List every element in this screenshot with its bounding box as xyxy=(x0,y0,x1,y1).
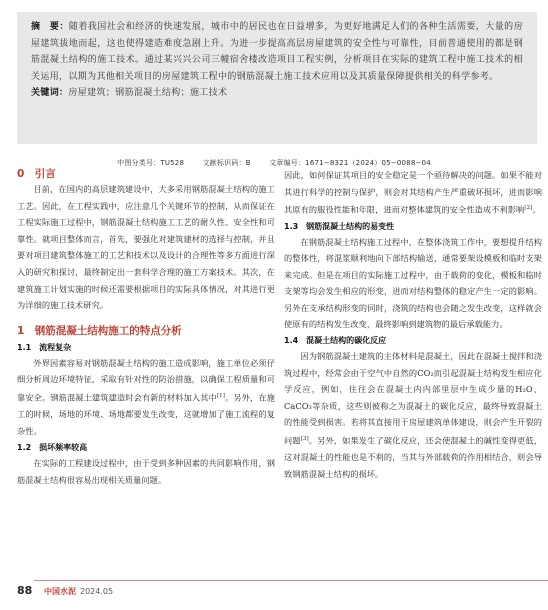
left-column xyxy=(17,167,275,489)
section-1-4-text-b: 。另外，如果发生了碳化反应，还会使混凝土的碱性变得更低，这对混凝土的性能也是不利的，当其与外部载荷的作用相结合，则会导致钢筋混凝土结构的损坏。 xyxy=(284,435,542,479)
page-footer xyxy=(0,580,548,610)
section-1-1-text-a: 外界因素容易对钢筋混凝土结构的施工造成影响，施工单位必须仔细分析周边环境特征，采取有针对性的防治措施，以确保工程质量和可靠安全。钢筋混凝土建筑建造时会有新的材料加入其中 xyxy=(17,357,275,403)
page-number: 88 xyxy=(17,584,33,597)
document-code: 文献标识码：B xyxy=(202,159,251,167)
keywords-paragraph xyxy=(31,85,523,102)
section-1-4-paragraph xyxy=(284,348,542,482)
journal-issue: 2024.05 xyxy=(80,587,114,596)
abstract-paragraph xyxy=(31,19,523,85)
abstract-text: 随着我国社会和经济的快速发展，城市中的居民也在日益增多，为更好地满足人们的各种生活需要，大量的房屋建筑拔地而起，这也使得建造难度急剧上升。为进一步提高高层房屋建筑的安全性与可靠性，目前普通使用的都是钢筋混凝土结构的施工技术。通过某兴兴公司三幢宿舍楼改造项目工程实例，分析项目在实际的建筑工程中施工技术的相关运用，以期为其他相关项目的房屋建筑工程中的钢筋混凝土施工技术应用以及其质量保障提供相关的科学参考。 xyxy=(31,22,523,82)
section-1-2-title: 1.2 损坏频率较高 xyxy=(17,443,88,453)
article-number: 文章编号：1671−8321（2024）05−0088−04 xyxy=(269,159,431,167)
keywords-text: 房屋建筑；钢筋混凝土结构；施工技术 xyxy=(68,88,228,98)
section-1-4-title: 1.4 混凝土结构的碳化反应 xyxy=(284,336,387,346)
continued-text-b: 。 xyxy=(532,204,541,215)
continued-paragraph xyxy=(284,167,542,219)
right-column xyxy=(284,167,542,483)
section-0-title: 0 引言 xyxy=(17,168,56,180)
section-1-title: 1 钢筋混凝土结构施工的特点分析 xyxy=(17,324,182,337)
citation-2: [2] xyxy=(524,205,533,212)
footer-rule xyxy=(34,580,548,581)
continued-text-a: 因此，如何保证其项目的安全稳定是一个亟待解决的问题。如果不能对其进行科学的控制与保护，则会对其结构产生严重破坏损坏，进而影响其原有的服役性能和年限，进而对整体建筑的安全性造成不利影响 xyxy=(284,170,542,215)
keywords-label: 关键词： xyxy=(31,88,69,98)
section-1-3-title: 1.3 钢筋混凝土结构的易变性 xyxy=(284,221,395,231)
journal-name xyxy=(44,586,113,597)
section-1-3-paragraph: 在钢筋混凝土结构施工过程中，在整体浇筑工作中，要想提升结构的整体性，将混浆顺利地向下部结构输送，通常要架设模板和临时支架来完成。但是在项目的实际施工过程中，由于载荷的变化，模板和临时支架等均会发生相应的形变，进而对结构整体的稳定产生一定的影响。另外在支承结构形变的同时，浇筑的结构也会随之发生改变，这样就会使原有的结构发生改变，最终影响到建筑物的最后承载能力。 xyxy=(284,236,542,330)
section-1-1-paragraph xyxy=(17,355,275,440)
section-1-2-paragraph: 在实际的工程建设过程中，由于受到多种因素的共同影响作用，钢筋混凝土结构很容易出现相关质量问题。 xyxy=(17,458,275,486)
section-1-4-text-a: 因为钢筋混凝土建筑的主体材料是混凝土，因此在混凝土搅拌和浇筑过程中，经常会由于空气中自然的CO₂而引起混凝土结构发生相应化学反应，例如，往往会在混凝土内内部里层中生成少量的H₂O、CaCO₃等杂质，这些则被称之为混凝土的碳化反应，最终导致混凝土的性能受到损害。若将其直接用于房屋建筑单体建设，则会产生开裂的问题 xyxy=(284,351,542,446)
section-1-1-text-b: 。另外，在施工的时候，场地的环境、场地都要发生改变，这就增加了施工流程的复杂性。 xyxy=(17,392,275,436)
citation-1: [1] xyxy=(216,392,226,399)
section-1-1-title: 1.1 流程复杂 xyxy=(17,342,72,352)
citation-3: [3] xyxy=(300,436,309,443)
abstract-label: 摘 要： xyxy=(31,22,69,32)
section-0-paragraph: 目前，在国内的高层建筑建设中，大多采用钢筋混凝土结构的施工工艺。因此，在工程实践中，应注意几个关键环节的控制，从而保证在工程实际施工过程中，钢筋混凝土结构施工工艺的耐久性、安全性和可靠性。就项目整体而言，首先，要强化对建筑建材的选择与控制，并且要对项目建筑整体施工的工艺和技术以及设计的合理性等多方面进行深入的研究和探讨，最终制定出一套科学合理的施工方案技术。其次，在建筑施工计划实施的时候还需要根据项目的实际具体情况，对其进行更为详细的施工技术研究。 xyxy=(17,184,275,311)
journal-title: 中国水泥 xyxy=(44,587,76,596)
abstract-box xyxy=(17,12,537,144)
clc-number: 中图分类号：TU528 xyxy=(117,159,185,167)
